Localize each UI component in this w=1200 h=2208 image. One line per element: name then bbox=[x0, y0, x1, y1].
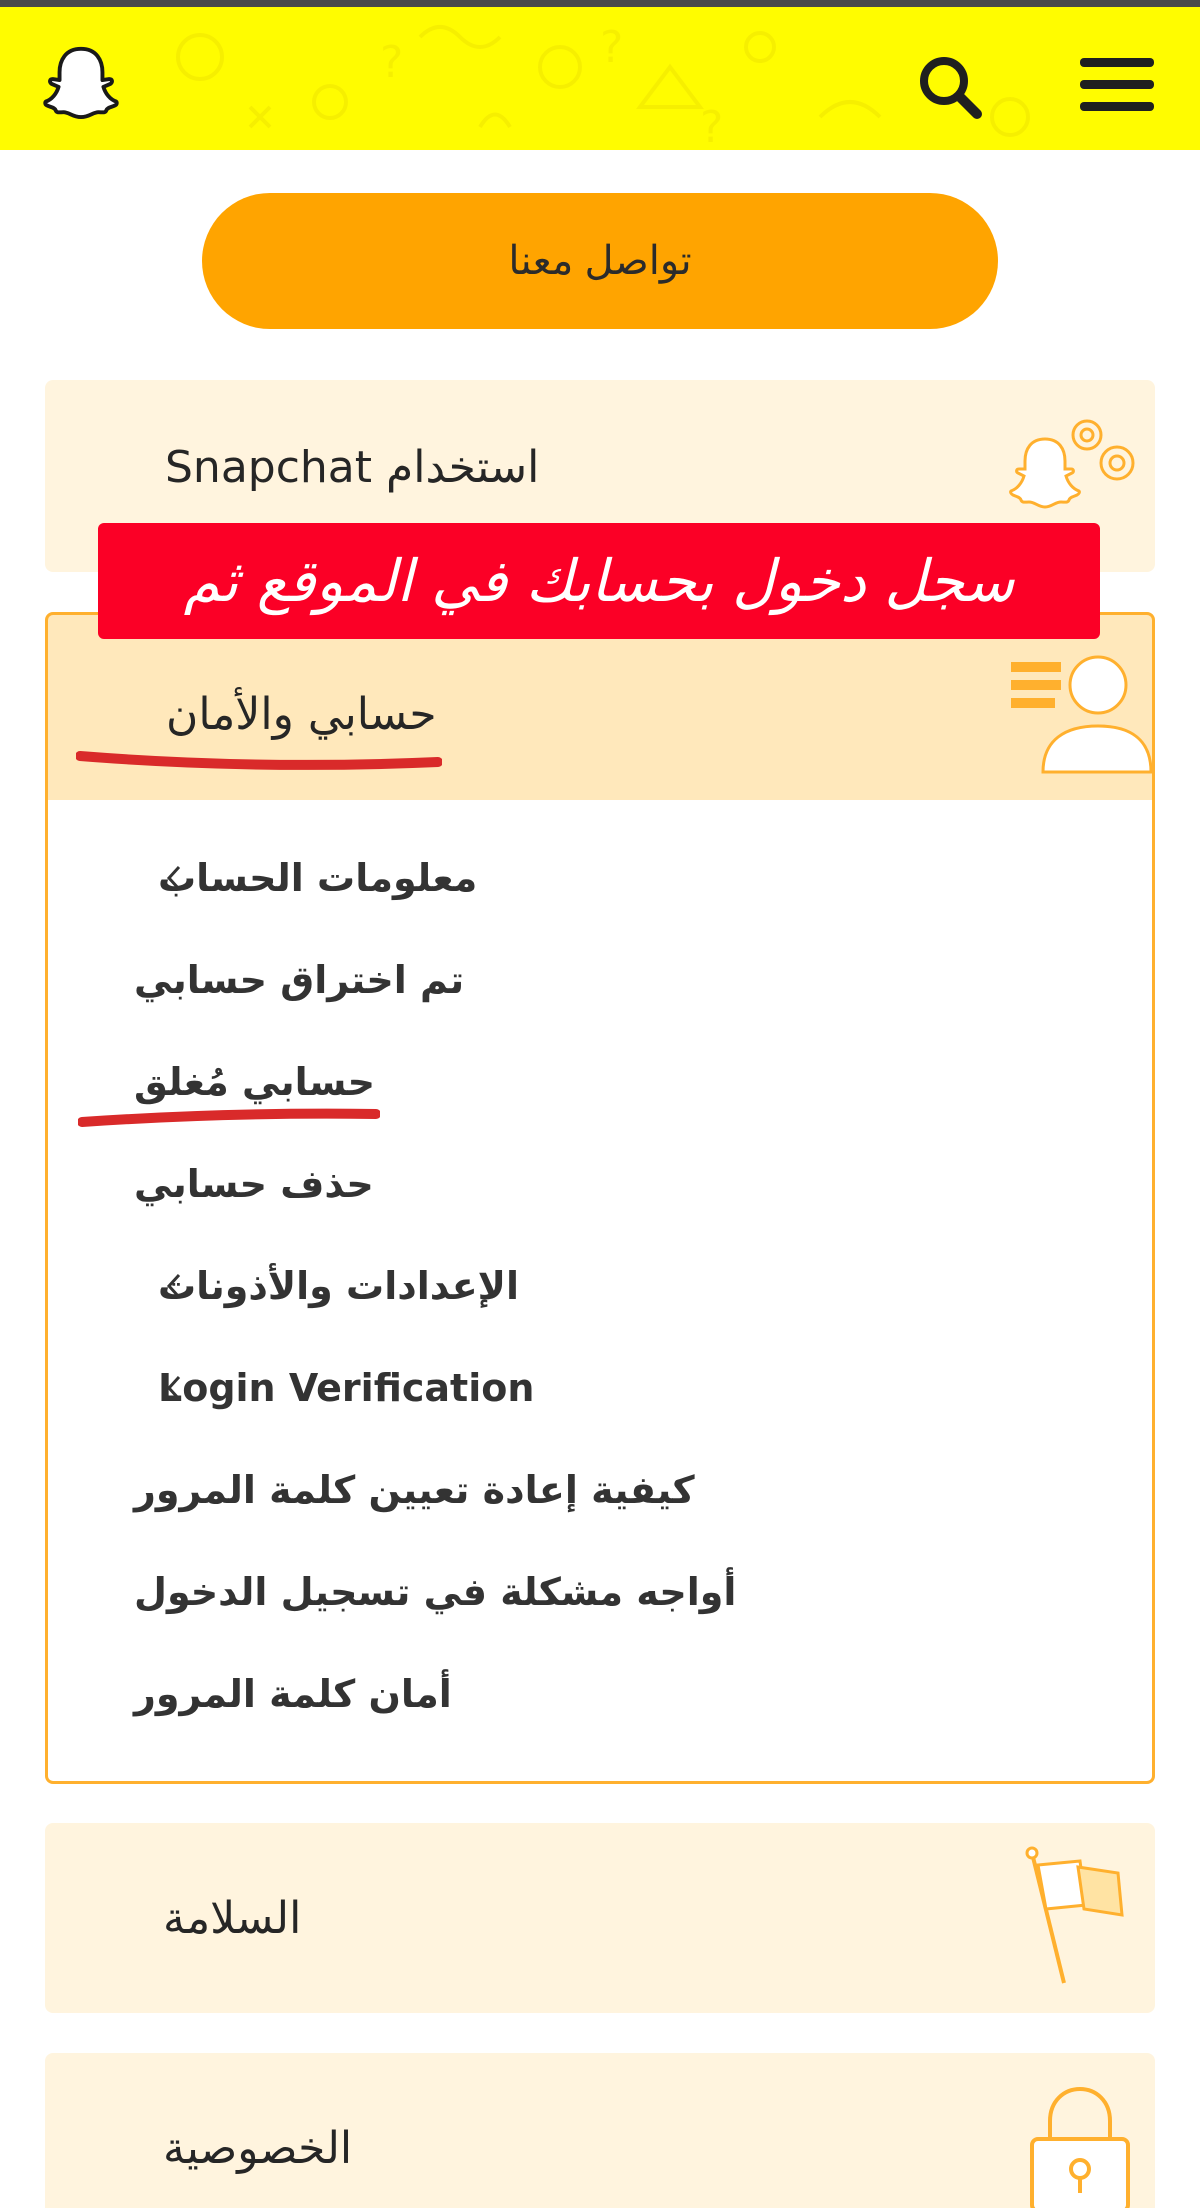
red-underline-account-security bbox=[76, 748, 442, 772]
menu-item-account-locked[interactable]: حسابي مُغلق bbox=[134, 1060, 376, 1104]
category-card-account-security[interactable] bbox=[45, 612, 1155, 802]
menu-item-reset-password[interactable]: كيفية إعادة تعيين كلمة المرور bbox=[134, 1468, 695, 1512]
category-title-usage: استخدام Snapchat bbox=[165, 442, 540, 493]
category-card-safety[interactable] bbox=[45, 1823, 1155, 2013]
menu-item-delete-account[interactable]: حذف حسابي bbox=[134, 1162, 374, 1206]
menu-item-account-hacked[interactable]: تم اختراق حسابي bbox=[134, 958, 465, 1002]
account-submenu-panel bbox=[45, 800, 1155, 1784]
menu-item-login-verification[interactable]: Login Verification bbox=[158, 1366, 535, 1410]
svg-text:?: ? bbox=[700, 102, 724, 150]
instruction-banner: سجل دخول بحسابك في الموقع ثم bbox=[98, 523, 1100, 639]
chevron-left-icon bbox=[165, 1374, 183, 1402]
category-card-privacy[interactable] bbox=[45, 2053, 1155, 2208]
site-header bbox=[0, 7, 1200, 150]
menu-item-account-info[interactable]: معلومات الحساب bbox=[158, 856, 478, 900]
menu-item-password-security[interactable]: أمان كلمة المرور bbox=[134, 1672, 452, 1716]
menu-item-settings-permissions[interactable]: الإعدادات والأذونات bbox=[158, 1264, 519, 1308]
chevron-left-icon bbox=[165, 1272, 183, 1300]
ghost-gears-icon bbox=[995, 405, 1155, 535]
header-doodle-pattern bbox=[0, 7, 1200, 150]
hamburger-menu-icon[interactable] bbox=[1078, 54, 1156, 116]
top-edge-bar bbox=[0, 0, 1200, 7]
contact-us-button[interactable]: تواصل معنا bbox=[202, 193, 998, 329]
user-profile-icon bbox=[1003, 640, 1153, 780]
category-title-privacy: الخصوصية bbox=[163, 2123, 353, 2174]
category-title-safety: السلامة bbox=[163, 1893, 302, 1944]
menu-item-login-trouble[interactable]: أواجه مشكلة في تسجيل الدخول bbox=[134, 1570, 737, 1614]
chevron-left-icon bbox=[165, 864, 183, 892]
svg-text:?: ? bbox=[380, 37, 404, 88]
category-title-account-security: حسابي والأمان bbox=[166, 689, 437, 740]
search-icon[interactable] bbox=[915, 52, 985, 122]
svg-text:?: ? bbox=[600, 22, 624, 73]
snapchat-ghost-icon[interactable] bbox=[42, 43, 120, 121]
red-underline-account-locked bbox=[78, 1102, 380, 1128]
lock-icon bbox=[1020, 2081, 1140, 2208]
flag-icon bbox=[1020, 1843, 1130, 1993]
